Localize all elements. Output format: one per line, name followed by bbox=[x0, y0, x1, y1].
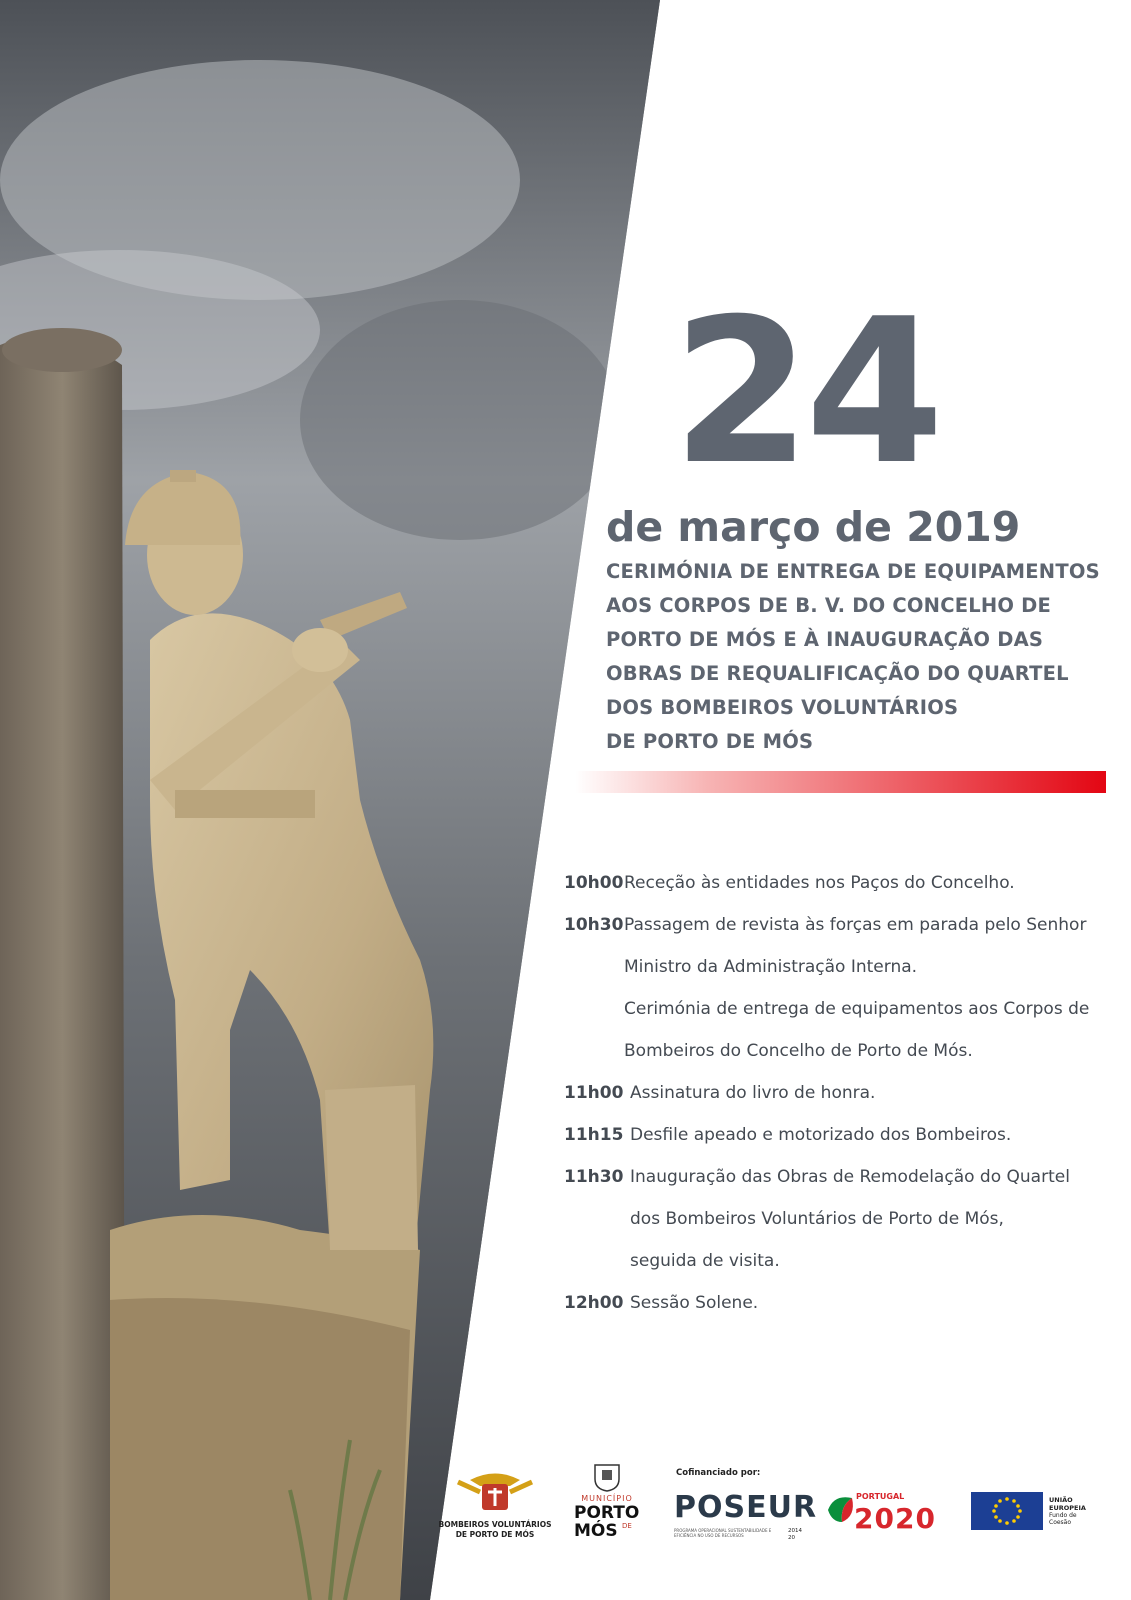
schedule-text: Inauguração das Obras de Remodelação do Quartel bbox=[630, 1167, 1070, 1187]
bombeiros-logo bbox=[440, 1462, 550, 1542]
schedule-text: Ministro da Administração Interna. bbox=[624, 957, 918, 977]
bombeiros-label: BOMBEIROS VOLUNTÁRIOS DE PORTO DE MÓS bbox=[438, 1520, 552, 1539]
schedule-row bbox=[564, 1282, 1124, 1324]
poseur-wordmark: POSEUR bbox=[674, 1490, 818, 1525]
municipio-logo bbox=[574, 1462, 644, 1562]
schedule-row bbox=[564, 904, 1124, 946]
bombeiros-crest-icon bbox=[440, 1462, 550, 1522]
municipal-crest-icon bbox=[592, 1462, 622, 1492]
title-line: DOS BOMBEIROS VOLUNTÁRIOS bbox=[606, 696, 959, 719]
schedule-row bbox=[564, 1114, 1124, 1156]
schedule-row bbox=[564, 988, 1124, 1030]
schedule-text: Desfile apeado e motorizado dos Bombeiros. bbox=[630, 1125, 1012, 1145]
schedule-text: Bombeiros do Concelho de Porto de Mós. bbox=[624, 1041, 973, 1061]
eu-subtitle: Fundo de Coesão bbox=[1049, 1512, 1077, 1526]
event-day: 24 bbox=[672, 276, 939, 509]
eu-title: UNIÃO EUROPEIA bbox=[1049, 1496, 1086, 1512]
schedule-row bbox=[564, 1156, 1124, 1198]
event-date: de março de 2019 bbox=[606, 503, 1021, 551]
portugal-label: PORTUGAL bbox=[856, 1492, 905, 1501]
schedule-text: Passagem de revista às forças em parada pelo Senhor bbox=[624, 915, 1087, 935]
schedule-row bbox=[564, 1198, 1124, 1240]
title-line: AOS CORPOS DE B. V. DO CONCELHO DE bbox=[606, 594, 1052, 617]
eu-flag-icon bbox=[971, 1492, 1043, 1530]
schedule-text: Receção às entidades nos Paços do Concelho. bbox=[624, 873, 1015, 893]
municipio-name-mos: MÓS bbox=[574, 1521, 618, 1541]
event-title bbox=[606, 555, 1116, 759]
schedule-row bbox=[564, 862, 1124, 904]
footer-logos bbox=[0, 1450, 1131, 1600]
municipio-label: MUNICÍPIO bbox=[581, 1494, 633, 1503]
schedule bbox=[564, 862, 1124, 1324]
schedule-text: seguida de visita. bbox=[630, 1251, 780, 1271]
poseur-logo bbox=[674, 1490, 818, 1550]
schedule-row bbox=[564, 1240, 1124, 1282]
schedule-time: 12h00 bbox=[564, 1293, 624, 1313]
title-line: CERIMÓNIA DE ENTREGA DE EQUIPAMENTOS bbox=[606, 560, 1100, 583]
schedule-text: Assinatura do livro de honra. bbox=[630, 1083, 876, 1103]
schedule-time: 10h00 bbox=[564, 873, 624, 893]
schedule-time: 11h30 bbox=[564, 1167, 624, 1187]
schedule-text: dos Bombeiros Voluntários de Porto de Mós, bbox=[630, 1209, 1004, 1229]
schedule-row bbox=[564, 1030, 1124, 1072]
schedule-row bbox=[564, 1072, 1124, 1114]
schedule-row bbox=[564, 946, 1124, 988]
poseur-years: 2014 20 bbox=[788, 1528, 802, 1541]
portugal-2020: 2020 bbox=[854, 1502, 936, 1535]
title-line: DE PORTO DE MÓS bbox=[606, 730, 814, 753]
municipio-de: DE bbox=[622, 1522, 632, 1530]
eu-logo bbox=[971, 1492, 1091, 1532]
red-accent-bar bbox=[575, 771, 1106, 793]
schedule-time: 10h30 bbox=[564, 915, 624, 935]
schedule-text: Sessão Solene. bbox=[630, 1293, 759, 1313]
cofinanced-label: Cofinanciado por: bbox=[676, 1468, 761, 1478]
schedule-time: 11h15 bbox=[564, 1125, 624, 1145]
municipio-name-porto: PORTO bbox=[574, 1503, 640, 1523]
portugal2020-logo bbox=[826, 1490, 946, 1550]
schedule-text: Cerimónia de entrega de equipamentos aos Corpos de bbox=[624, 999, 1090, 1019]
portugal-flag-icon bbox=[826, 1492, 856, 1530]
title-line: OBRAS DE REQUALIFICAÇÃO DO QUARTEL bbox=[606, 662, 1069, 685]
title-line: PORTO DE MÓS E À INAUGURAÇÃO DAS bbox=[606, 628, 1044, 651]
schedule-time: 11h00 bbox=[564, 1083, 624, 1103]
poseur-subtitle: PROGRAMA OPERACIONAL SUSTENTABILIDADE E EFICIÊNCIA NO USO DE RECURSOS bbox=[674, 1528, 772, 1538]
